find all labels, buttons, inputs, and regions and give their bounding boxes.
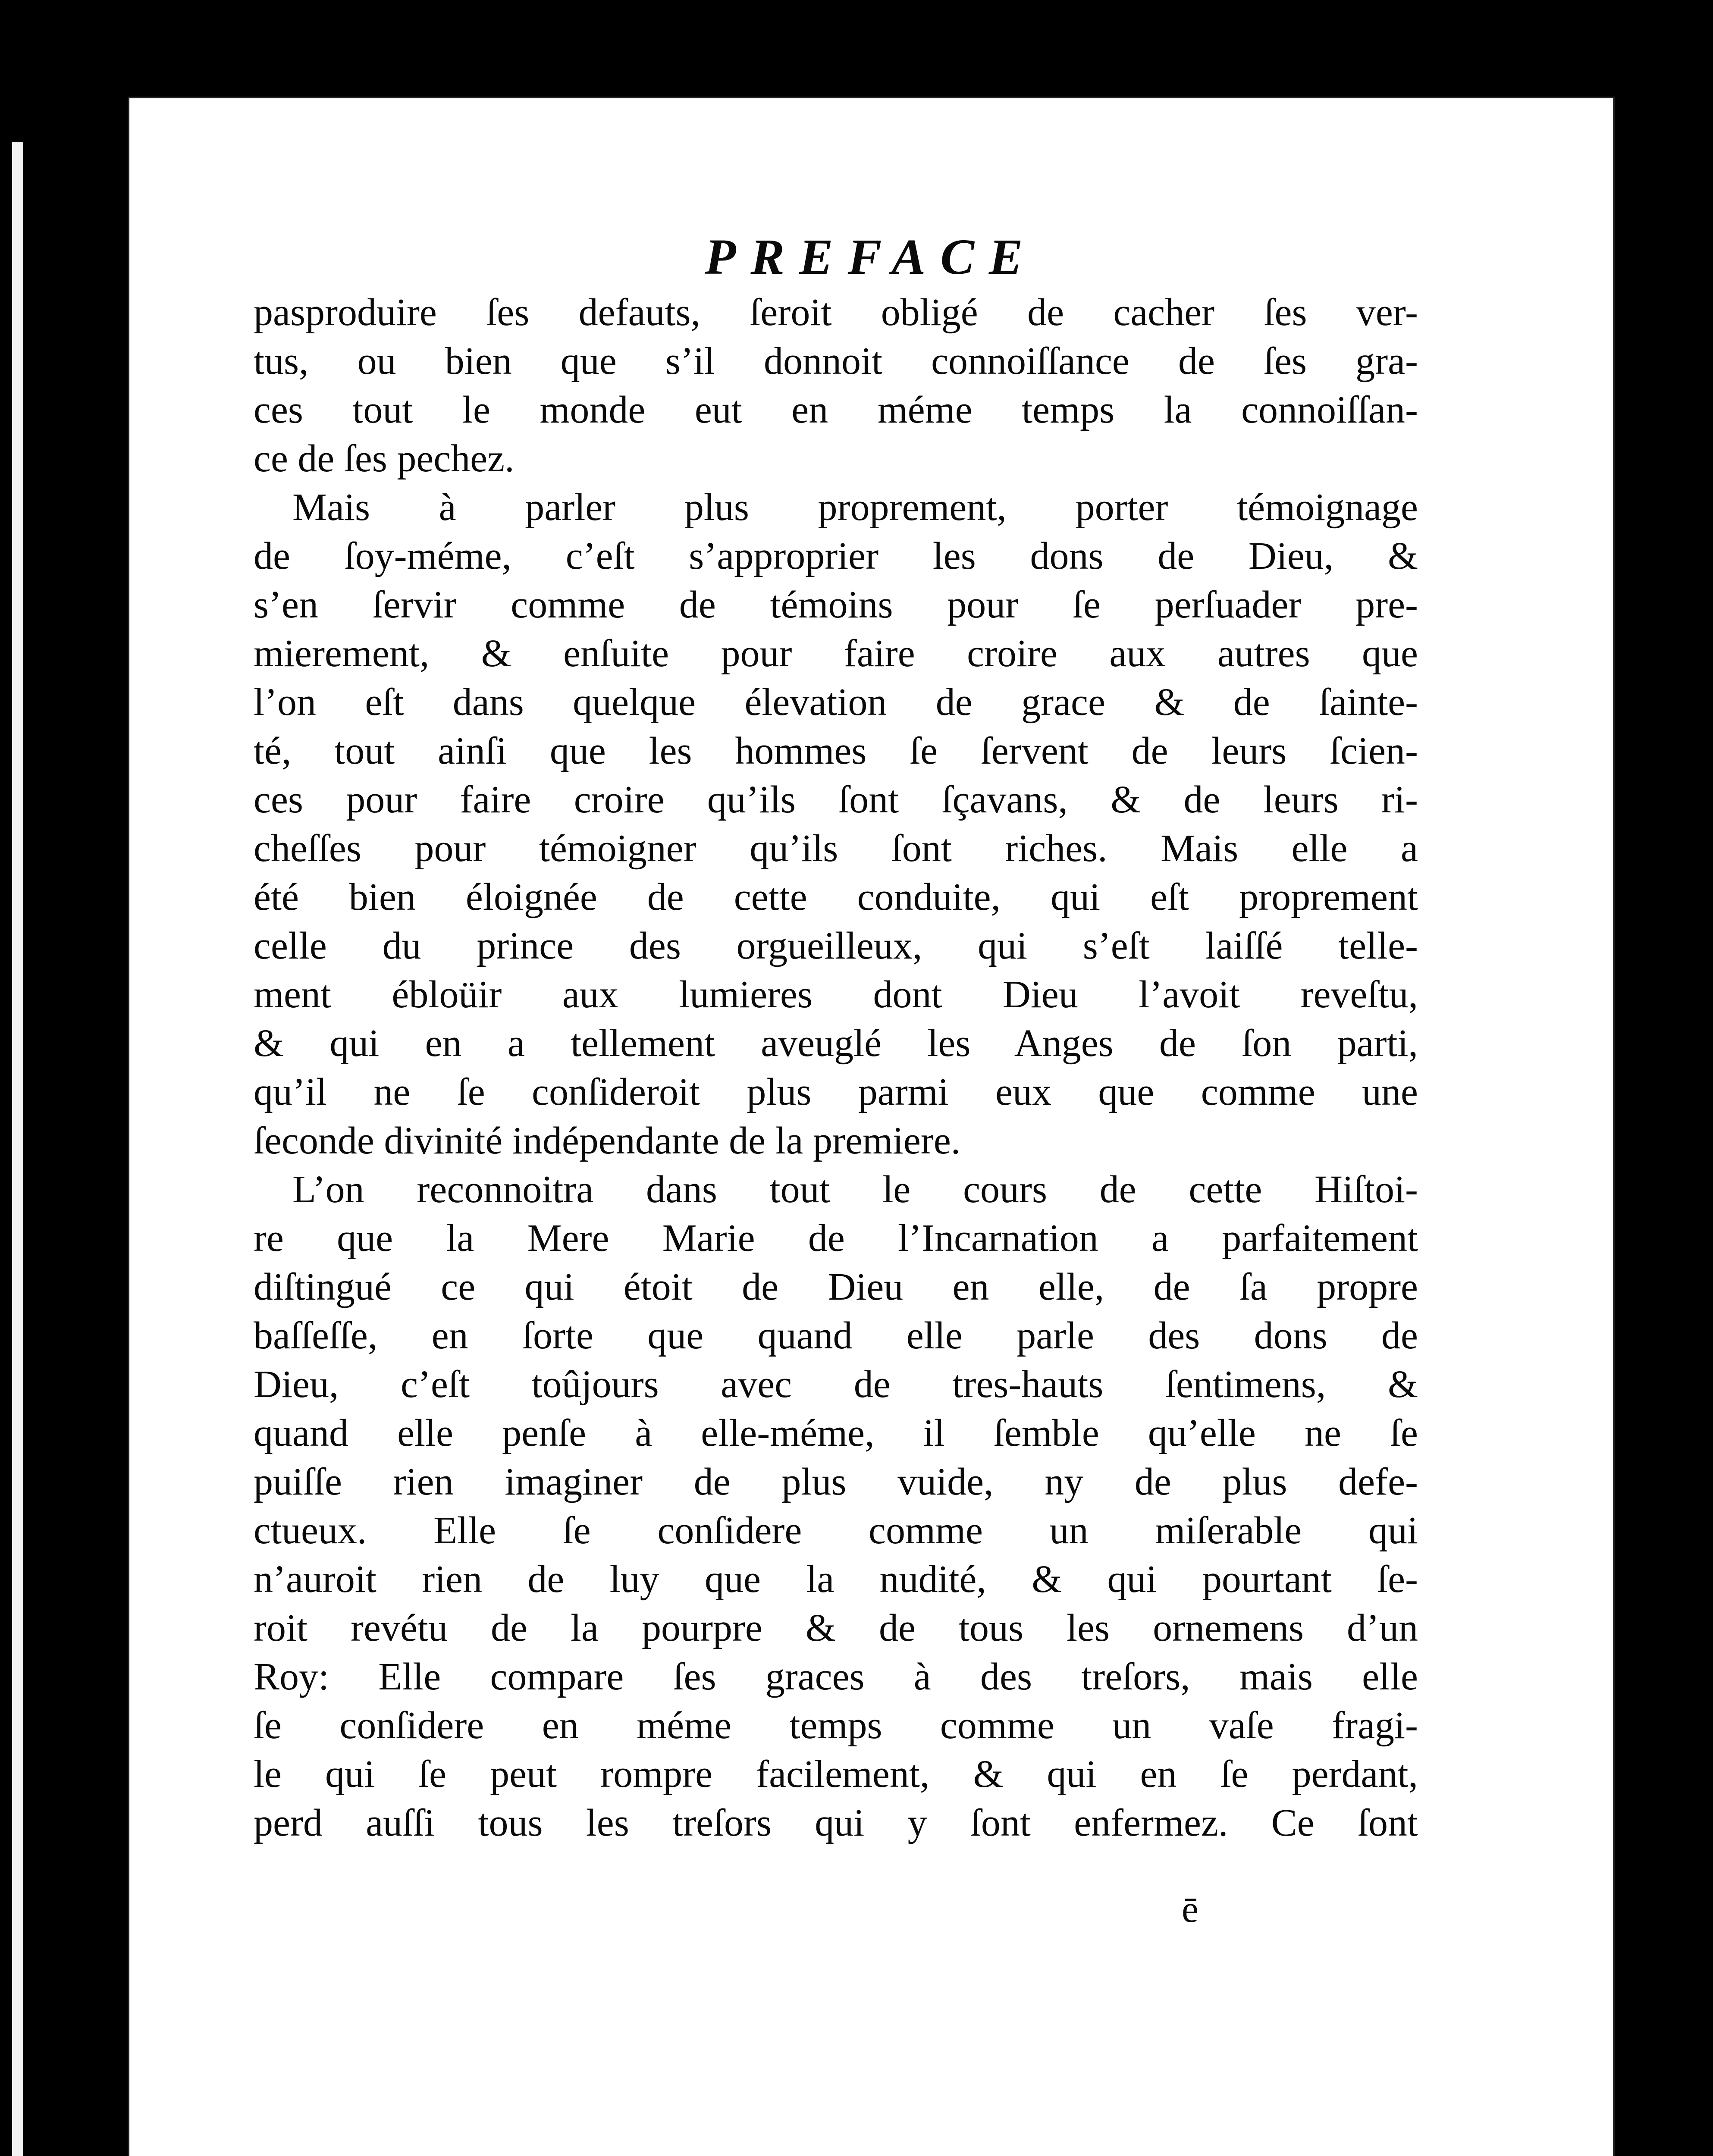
catchword: ē [1182, 1889, 1199, 1930]
text-line: re que la Mere Marie de l’Incarnation a parfaitement [254, 1217, 1418, 1260]
text-line: l’on eſt dans quelque élevation de grace & de ſainte- [254, 681, 1418, 724]
text-line: roit revétu de la pourpre & de tous les ornemens d’un [254, 1607, 1418, 1649]
adjacent-page-edge [12, 142, 23, 2156]
text-line: celle du prince des orgueilleux, qui s’eſt laiſſé telle- [254, 924, 1418, 967]
running-head: PREFACE [705, 229, 1038, 285]
body-text [254, 288, 1418, 1847]
text-line: ctueux. Elle ſe conſidere comme un miſerable qui [254, 1509, 1418, 1552]
text-line: cheſſes pour témoigner qu’ils ſont riches. Mais elle a [254, 827, 1418, 870]
text-line: Roy: Elle compare ſes graces à des treſors, mais elle [254, 1655, 1418, 1698]
text-line: ces tout le monde eut en méme temps la connoiſſan- [254, 389, 1418, 431]
text-line: Mais à parler plus proprement, porter témoignage [292, 486, 1418, 529]
text-line: pasproduire ſes defauts, ſeroit obligé de cacher ſes ver- [254, 291, 1418, 334]
text-line: été bien éloignée de cette conduite, qui eſt proprement [254, 876, 1418, 918]
text-line: mierement, & enſuite pour faire croire aux autres que [254, 632, 1418, 675]
text-line: té, tout ainſi que les hommes ſe ſervent de leurs ſcien- [254, 730, 1418, 772]
text-line: puiſſe rien imaginer de plus vuide, ny de plus defe- [254, 1460, 1418, 1503]
text-line: ſe conſidere en méme temps comme un vaſe fragi- [254, 1704, 1418, 1747]
book-page [129, 98, 1613, 2156]
text-line: & qui en a tellement aveuglé les Anges de ſon parti, [254, 1022, 1418, 1065]
text-line: ſeconde divinité indépendante de la premiere. [254, 1119, 961, 1162]
text-line: s’en ſervir comme de témoins pour ſe perſuader pre- [254, 583, 1418, 626]
text-line: quand elle penſe à elle-méme, il ſemble qu’elle ne ſe [254, 1412, 1418, 1454]
text-line: L’on reconnoitra dans tout le cours de cette Hiſtoi- [292, 1168, 1418, 1211]
text-line: perd auſſi tous les treſors qui y ſont enfermez. Ce ſont [254, 1802, 1418, 1844]
text-line: baſſeſſe, en ſorte que quand elle parle des dons de [254, 1314, 1418, 1357]
text-line: ment ébloüir aux lumieres dont Dieu l’avoit reveſtu, [254, 973, 1418, 1016]
text-line: Dieu, c’eſt toûjours avec de tres-hauts ſentimens, & [254, 1363, 1418, 1406]
text-line: qu’il ne ſe conſideroit plus parmi eux que comme une [254, 1071, 1418, 1113]
text-line: diſtingué ce qui étoit de Dieu en elle, de ſa propre [254, 1266, 1418, 1308]
text-line: ce de ſes pechez. [254, 437, 515, 480]
text-line: tus, ou bien que s’il donnoit connoiſſance de ſes gra- [254, 340, 1418, 382]
text-line: n’auroit rien de luy que la nudité, & qui pourtant ſe- [254, 1558, 1418, 1601]
text-line: le qui ſe peut rompre facilement, & qui en ſe perdant, [254, 1753, 1418, 1796]
text-line: de ſoy-méme, c’eſt s’approprier les dons de Dieu, & [254, 535, 1418, 577]
text-line: ces pour faire croire qu’ils ſont ſçavans, & de leurs ri- [254, 778, 1418, 821]
